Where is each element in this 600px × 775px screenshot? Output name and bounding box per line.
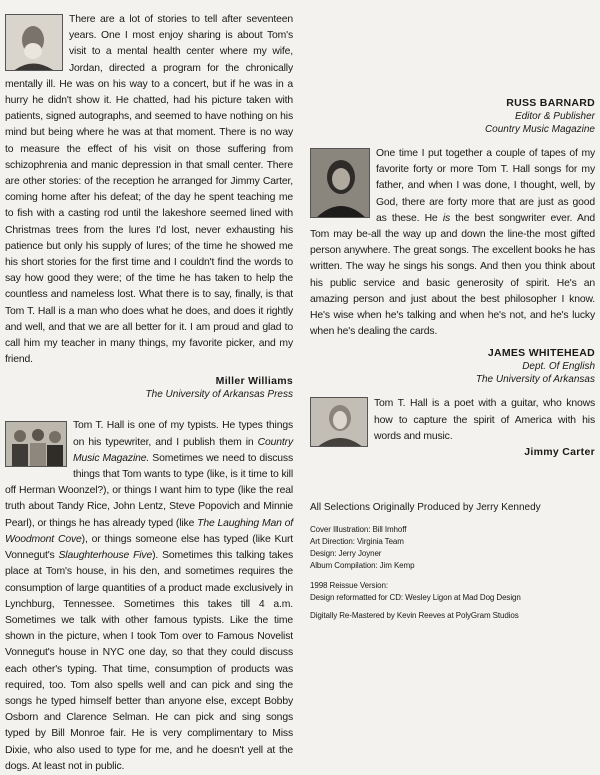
jimmy-carter-section xyxy=(310,396,595,459)
russ-barnard-org: Country Music Magazine xyxy=(484,124,595,135)
russ-barnard-photo xyxy=(5,421,67,467)
credit-cover: Cover Illustration: Bill Imhoff xyxy=(310,525,407,535)
credits-heading: All Selections Originally Produced by Jerry Kennedy xyxy=(310,502,541,514)
russ-barnard-text: Tom T. Hall is one of my typists. He types things on his typewriter, and I publish them in Country Music Magazine. Sometimes we need to discuss things that Tom wants to type (like, is it time to kill off Herman Woonzel?), or things I want him to type (like the real truth about Tandy Rice, John Lentz, Steve Popovich and Minnie Pearl), or things he has already typed (like The Laughing Man of Woodmont Cove), or things someone else has typed (like Kurt Vonnegut's Slaughterhouse Five). Sometimes this talking takes place at Tom's house, in his den, and sometimes requires the consumption of large quantities of a product made exclusively in Lynchburg, Tennessee. Sometimes this takes till 4 a.m. Sometimes we talk with other famous typists. Like the time shown in the picture, when I took Tom over to Famous Novelist Vonnegut's house in NYC one day, so that they could discuss each other's typing. That time, consumption of products was required, too. Tom also spells well and can pick and sing the songs he typed himself better than anyone else, except Bobby Osborn and Clarence Selman. He can pick and sing songs typed by Bill Monroe fair. He is very complimentary to Miss Dixie, who also used to type for me, and he doesn't yell at the dogs. At least not in public. xyxy=(5,420,294,772)
slaughterhouse-five-title: Slaughterhouse Five xyxy=(58,550,153,562)
portrait-icon xyxy=(6,15,63,71)
miller-williams-text: There are a lot of stories to tell after seventeen years. One I most enjoy sharing is about Tom's visit to a mental health center where my wife, Jordan, directed a program for the chronically mentally ill. He was on his way to a concert, but if he was in a hurry he didn't show it. He chatted, had his picture taken with patients, signed autographs, and seemed to have nothing on his mind but being where he was at that moment. There is no way to measure the effect of his visit on those suffering from schizophrenia and manic depression in that small center. There are other stories: of the reception he arranged for Jimmy Carter, coming home after his defeat; of the day he spent teaching me to fish with a casting rod until the lakeshore seemed lined with Christmas trees from the lures I'd lost, never exhausting his patience but only his supply of lures; of the time he showed me his short stories for the first time and I couldn't find the words to say how good they were; of the time he has taken to help the countless and nameless lost. What there is to say, finally, is that Tom T. Hall is a man who does what he does, and does it rightly and well, and that we are all better for it. I am proud and glad to call him my teacher in many things, my favorite picker, and my friend. xyxy=(5,14,293,366)
left-column xyxy=(5,0,293,775)
credit-design: Design: Jerry Joyner xyxy=(310,549,382,559)
portrait-icon xyxy=(311,149,370,218)
james-whitehead-signature xyxy=(310,346,595,386)
russ-barnard-section xyxy=(5,418,293,774)
credit-art-direction: Art Direction: Virginia Team xyxy=(310,537,404,547)
james-whitehead-dept: Dept. Of English xyxy=(522,361,595,373)
russ-barnard-title: Editor & Publisher xyxy=(514,111,595,122)
miller-williams-section xyxy=(5,0,293,401)
credit-reformat: Design reformatted for CD: Wesley Ligon at Mad Dog Design xyxy=(310,593,521,603)
emphasis-is: is xyxy=(442,212,451,224)
russ-barnard-signature xyxy=(310,96,595,136)
miller-williams-name: Miller Williams xyxy=(215,375,293,388)
miller-williams-signature xyxy=(5,374,293,401)
miller-williams-affiliation: The University of Arkansas Press xyxy=(145,389,293,401)
jimmy-carter-photo xyxy=(310,397,368,447)
right-column xyxy=(310,0,595,622)
country-music-magazine-title: Country Music Magazine. xyxy=(73,436,293,464)
laughing-man-title: The Laughing Man of Woodmont Cove xyxy=(5,517,294,545)
jimmy-carter-text: Tom T. Hall is a poet with a guitar, who knows how to capture the spirit of America with his words and music. xyxy=(374,398,595,442)
group-photo-icon xyxy=(6,422,67,467)
credit-reissue: 1998 Reissue Version: xyxy=(310,581,388,591)
james-whitehead-name: JAMES WHITEHEAD xyxy=(487,347,595,360)
credit-compilation: Album Compilation: Jim Kemp xyxy=(310,561,415,571)
james-whitehead-university: The University of Arkansas xyxy=(475,374,595,386)
james-whitehead-photo xyxy=(310,148,370,218)
russ-barnard-name: RUSS BARNARD xyxy=(506,97,595,109)
credit-remaster: Digitally Re-Mastered by Kevin Reeves at PolyGram Studios xyxy=(310,611,519,621)
credits-section xyxy=(310,501,595,622)
jimmy-carter-name: Jimmy Carter xyxy=(524,446,595,459)
james-whitehead-section xyxy=(310,146,595,386)
miller-williams-photo xyxy=(5,14,63,71)
portrait-icon xyxy=(311,398,368,447)
james-whitehead-text: One time I put together a couple of tapes of my favorite forty or more Tom T. Hall songs for my father, and when I was done, I thought, well, by God, there are forty more that are just as good as these. He is the best songwriter ever. And Tom may be-all the way up and down the line-the most gifted person anywhere. The great songs. The excellent books he has written. The way he sings his songs. And then you think about his public service and basic generosity of spirit. He's an amazing person and just about the best philosopher I know. He's wise when he's talking and when he's not, and he's lucky when he's dealing the cards. xyxy=(310,148,596,338)
